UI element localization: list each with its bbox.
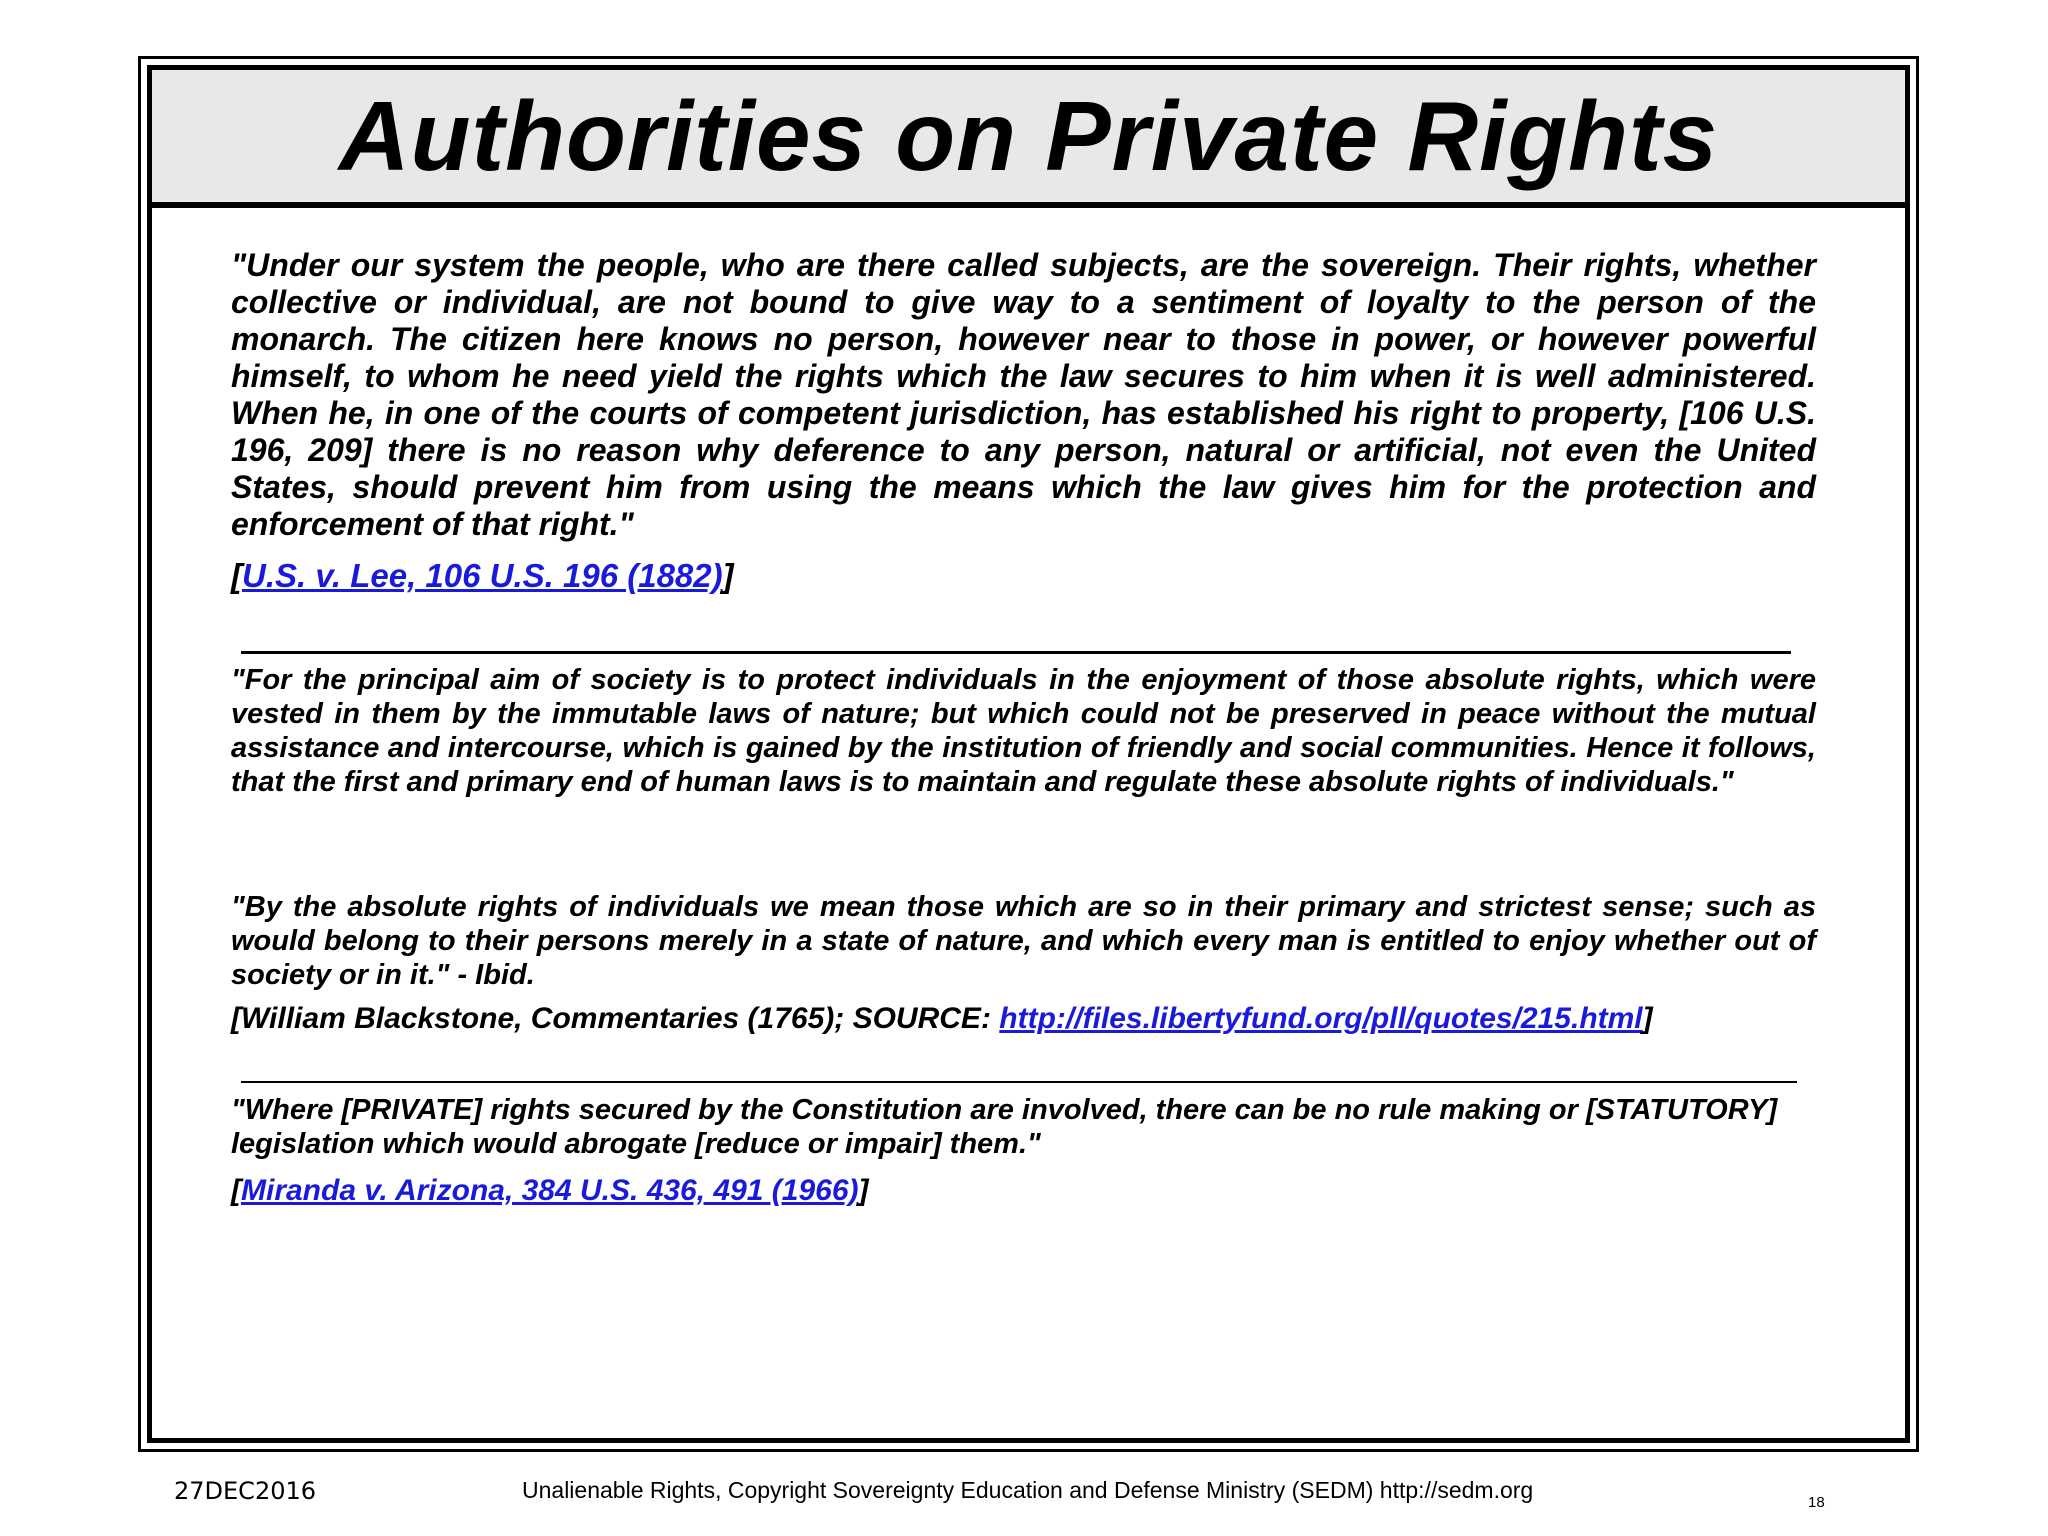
citation-close-bracket: ]: [858, 1174, 869, 1207]
miranda-v-arizona-link[interactable]: Miranda v. Arizona, 384 U.S. 436, 491 (1966): [241, 1174, 859, 1207]
page-number: 18: [1808, 1494, 1825, 1511]
quote-miranda: "Where [PRIVATE] rights secured by the Constitution are involved, there can be no rule making or [STATUTORY] legislation which would abrogate [reduce or impair] them.": [231, 1094, 1778, 1160]
quote-blackstone-absolute-rights: "By the absolute rights of individuals we mean those which are so in their primary and strictest sense; such as would belong to their persons merely in a state of nature, and which every man is entitled to enjoy whether out of society or in it." - Ibid.: [231, 891, 1816, 991]
citation-open-bracket: [: [231, 1174, 241, 1207]
us-v-lee-link[interactable]: U.S. v. Lee, 106 U.S. 196 (1882): [242, 557, 723, 594]
citation-open-bracket: [: [231, 557, 242, 594]
citation-blackstone: [231, 1002, 1653, 1036]
citation-miranda: [231, 1174, 869, 1208]
quote-blackstone-principal-aim: "For the principal aim of society is to protect individuals in the enjoyment of those absolute rights, which were vested in them by the immutable laws of nature; but which could not be preserved in peace without the mutual assistance and intercourse, which is gained by the institution of friendly and social communities. Hence it follows, that the first and primary end of human laws is to maintain and regulate these absolute rights of individuals.": [231, 664, 1816, 798]
divider-rule: [241, 1081, 1797, 1083]
footer-copyright: Unalienable Rights, Copyright Sovereignty Education and Defense Ministry (SEDM) http://sedm.org: [522, 1477, 1534, 1503]
citation-us-v-lee: [231, 557, 734, 595]
title-band: [152, 70, 1905, 208]
citation-close-bracket: ]: [1642, 1002, 1653, 1035]
libertyfund-source-link[interactable]: http://files.libertyfund.org/pll/quotes/215.html: [999, 1002, 1643, 1035]
citation-close-bracket: ]: [722, 557, 734, 594]
divider-rule: [241, 651, 1791, 654]
citation-blackstone-text: [William Blackstone, Commentaries (1765); SOURCE:: [231, 1002, 1000, 1035]
slide-title: Authorities on Private Rights: [338, 80, 1719, 191]
footer-date: 27DEC2016: [174, 1477, 317, 1505]
quote-us-v-lee: "Under our system the people, who are there called subjects, are the sovereign. Their rights, whether collective or individual, are not bound to give way to a sentiment of loyalty to the person of the monarch. The citizen here knows no person, however near to those in power, or however powerful himself, to whom he need yield the rights which the law secures to him when it is well administered. When he, in one of the courts of competent jurisdiction, has established his right to property, [106 U.S. 196, 209] there is no reason why deference to any person, natural or artificial, not even the United States, should prevent him from using the means which the law gives him for the protection and enforcement of that right.": [231, 247, 1816, 542]
